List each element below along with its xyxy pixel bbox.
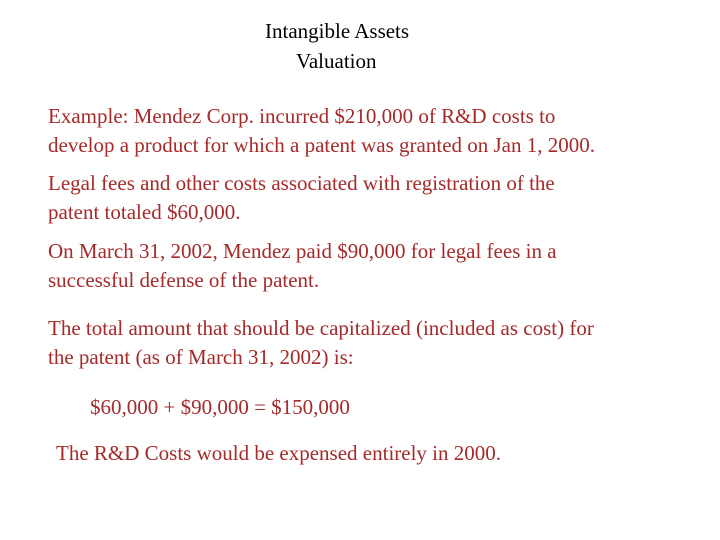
slide-subtitle: Valuation [296, 49, 377, 73]
calculation-line [90, 393, 720, 422]
text-line: develop a product for which a patent was granted on Jan 1, 2000. [48, 133, 596, 157]
text-line: The total amount that should be capitalized (included as cost) for [48, 316, 594, 340]
text-line: Example: Mendez Corp. incurred $210,000 of R&D costs to [48, 104, 556, 128]
text-line: patent totaled $60,000. [48, 200, 241, 224]
text-line: the patent (as of March 31, 2002) is: [48, 345, 354, 369]
text-line: successful defense of the patent. [48, 268, 320, 292]
slide-title: Intangible Assets [265, 19, 410, 43]
text-line: $60,000 + $90,000 = $150,000 [90, 395, 350, 419]
conclusion-paragraph [56, 439, 720, 468]
legal-fees-paragraph [48, 169, 713, 227]
text-line: The R&D Costs would be expensed entirely in 2000. [56, 441, 502, 465]
text-line: On March 31, 2002, Mendez paid $90,000 for legal fees in a [48, 239, 557, 263]
defense-paragraph [48, 237, 713, 295]
example-paragraph [48, 102, 713, 160]
text-line: Legal fees and other costs associated with registration of the [48, 171, 555, 195]
capitalized-question-paragraph [48, 314, 713, 372]
